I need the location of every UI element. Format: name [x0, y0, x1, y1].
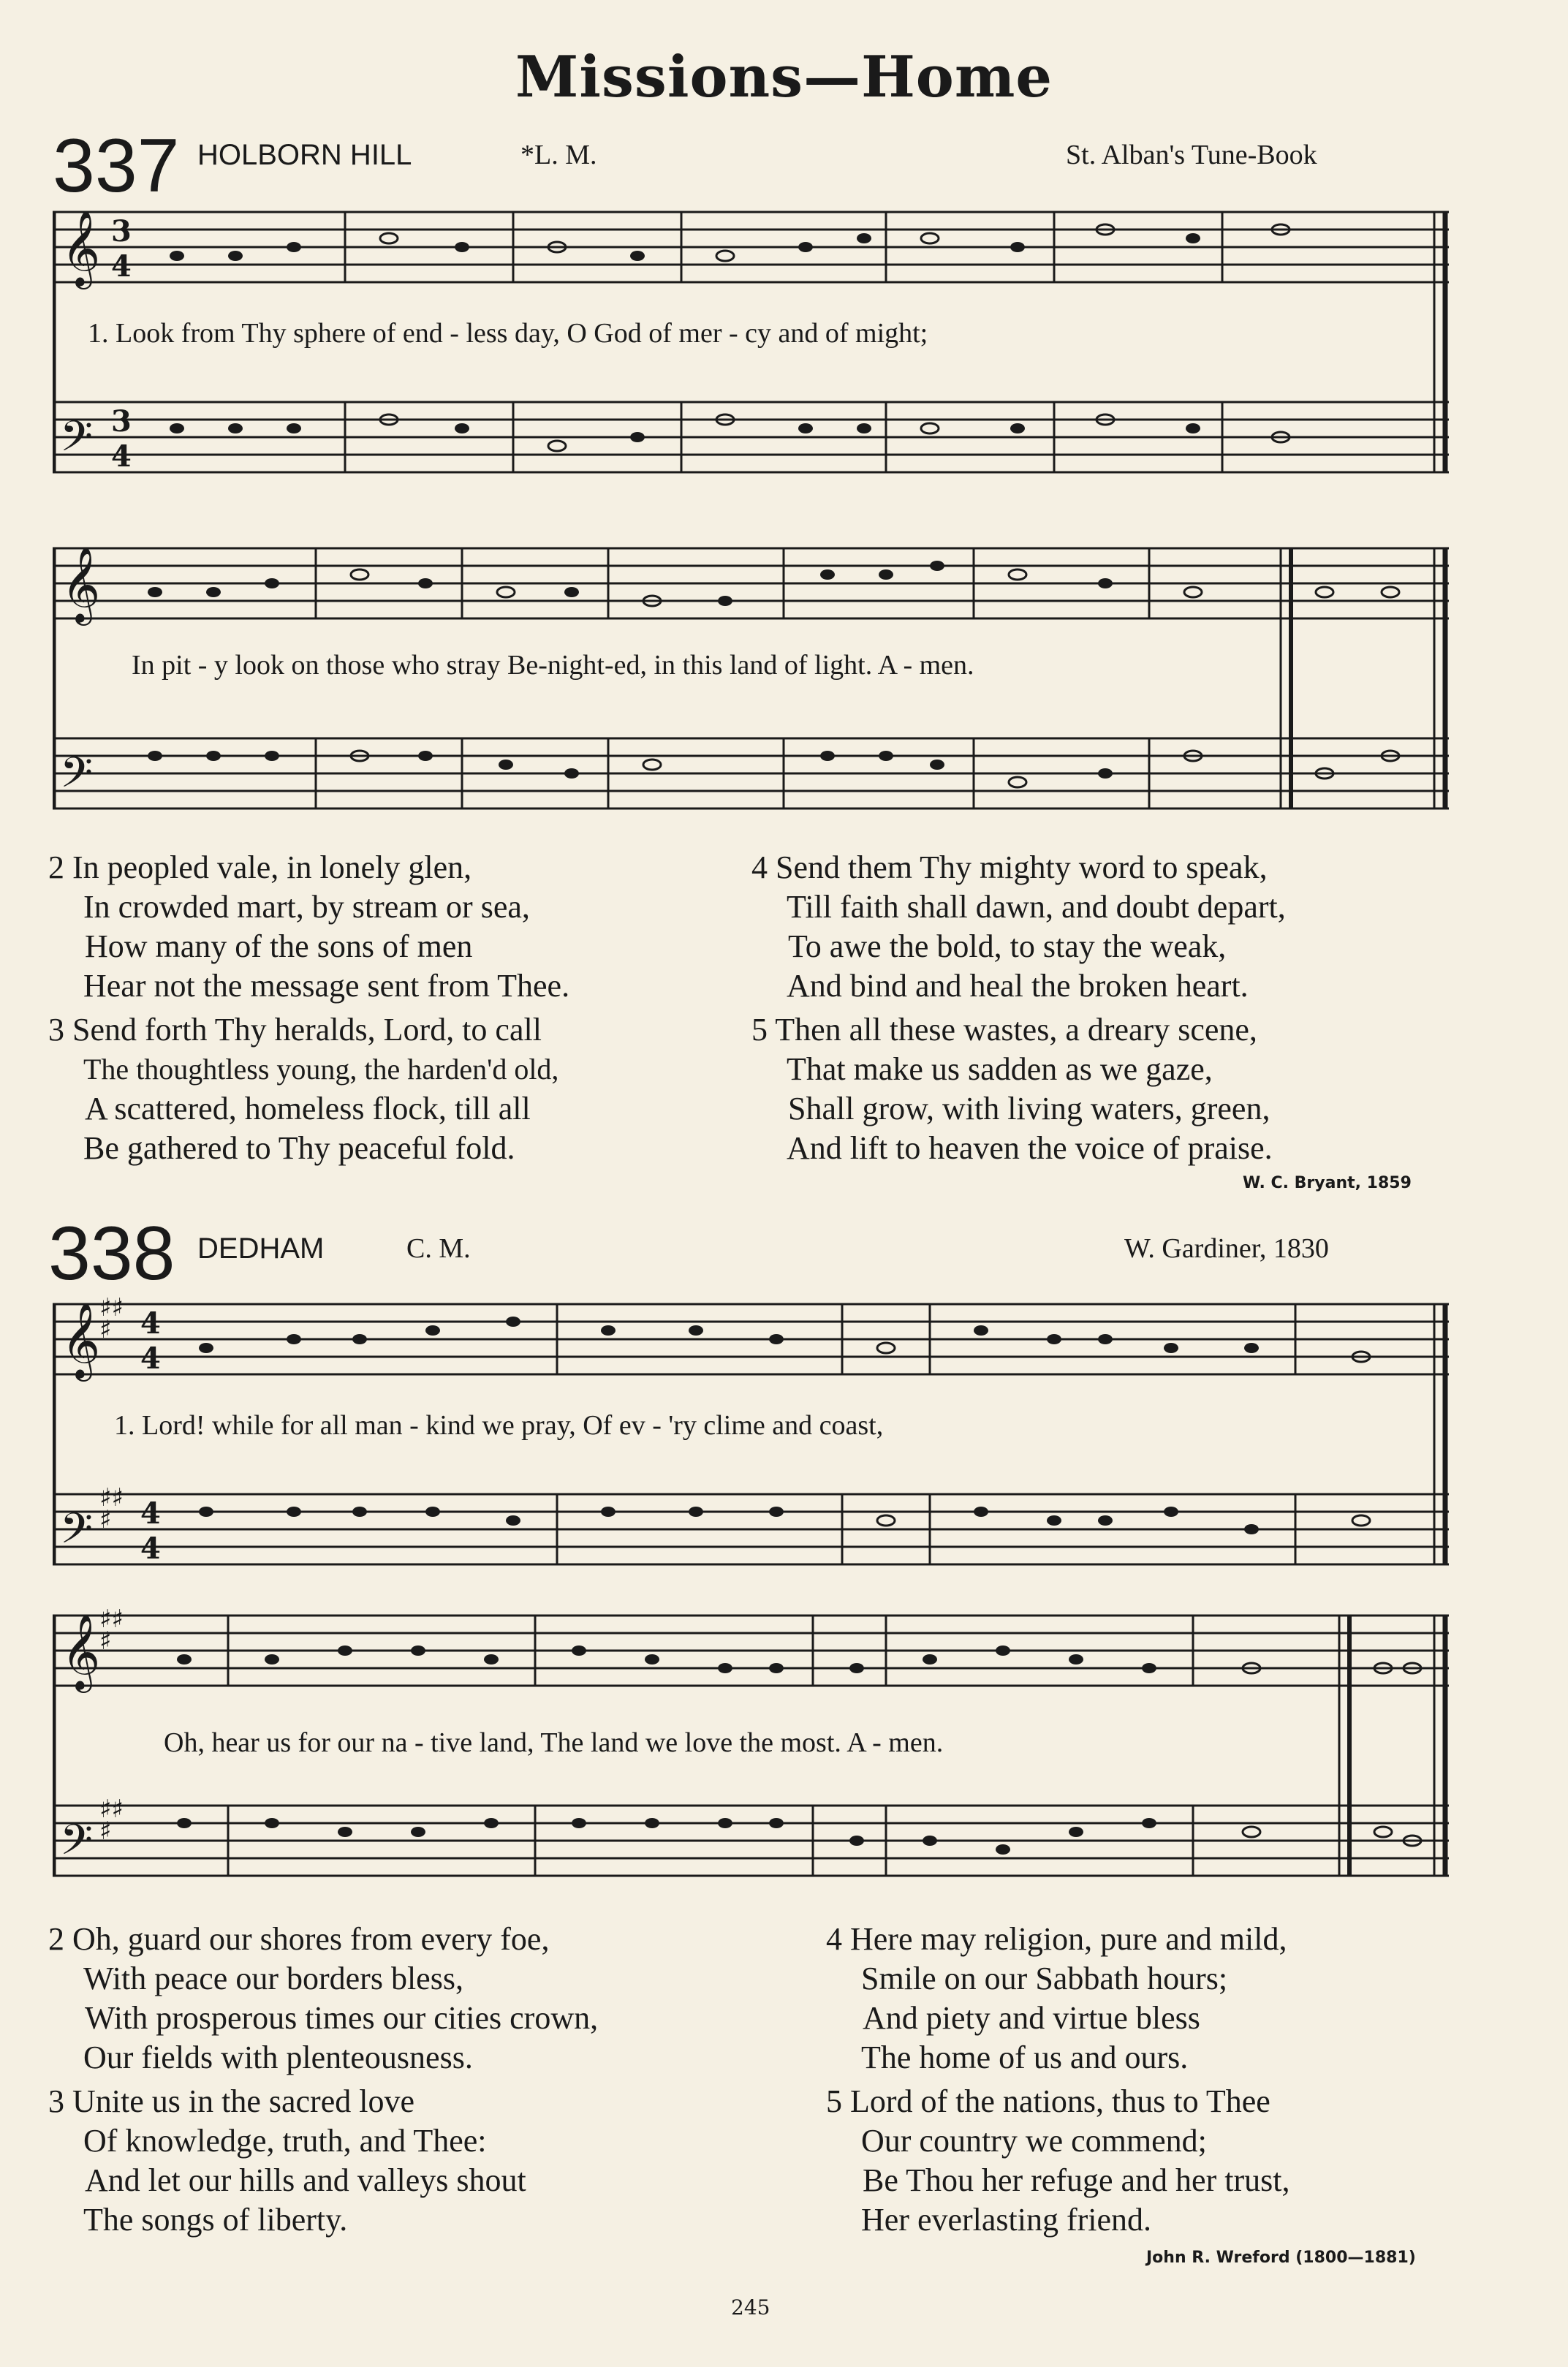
stanza-line: The songs of liberty. — [83, 2202, 348, 2238]
stanza-line: And bind and heal the broken heart. — [787, 968, 1249, 1004]
hymn-337-number: 337 — [53, 124, 180, 208]
stanza-line: 4 Here may religion, pure and mild, — [826, 1921, 1287, 1957]
stanza-line: With peace our borders bless, — [83, 1961, 463, 1996]
stanza-line: 3 Unite us in the sacred love — [48, 2083, 414, 2119]
hymn-338-lyric-line-1: 1. Lord! while for all man - kind we pray, Of ev - 'ry clime and coast, — [114, 1410, 884, 1441]
hymn-337-source: St. Alban's Tune-Book — [1066, 140, 1317, 170]
svg-text:𝄞: 𝄞 — [61, 210, 101, 287]
stanza-line: To awe the bold, to stay the weak, — [788, 928, 1227, 964]
hymn-338-lyric-line-2: Oh, hear us for our na - tive land, The land we love the most. A - men. — [164, 1727, 944, 1758]
stanza-line: And piety and virtue bless — [863, 2000, 1200, 2036]
hymn-338-author-credit: John R. Wreford (1800—1881) — [1146, 2249, 1416, 2267]
stanza-line: Till faith shall dawn, and doubt depart, — [787, 889, 1286, 925]
svg-text:𝄢: 𝄢 — [60, 412, 94, 471]
stanza-line: The home of us and ours. — [861, 2040, 1189, 2075]
stanza-line: The thoughtless young, the harden'd old, — [83, 1053, 559, 1086]
svg-text:𝄢: 𝄢 — [60, 1504, 94, 1564]
svg-text:4: 4 — [111, 249, 132, 284]
stanza-line: And let our hills and valleys shout — [85, 2162, 526, 2198]
stanza-line: Hear not the message sent from Thee. — [83, 968, 570, 1004]
hymn-338-stanzas-left — [48, 1920, 808, 2240]
svg-text:𝄞: 𝄞 — [61, 1613, 101, 1690]
svg-text:4: 4 — [140, 1531, 161, 1566]
stanza-line: How many of the sons of men — [85, 928, 473, 964]
stanza-line: Shall grow, with living waters, green, — [788, 1091, 1270, 1126]
stanza-line: 2 In peopled vale, in lonely glen, — [48, 849, 472, 885]
svg-text:4: 4 — [140, 1341, 161, 1376]
stanza-line: That make us sadden as we gaze, — [787, 1051, 1213, 1087]
svg-text:♯♯: ♯♯ — [99, 1483, 124, 1512]
hymn-338-number: 338 — [48, 1211, 175, 1296]
stanza-line: Be gathered to Thy peaceful fold. — [83, 1130, 515, 1166]
svg-text:♯♯: ♯♯ — [99, 1795, 124, 1824]
stanza-line: 2 Oh, guard our shores from every foe, — [48, 1921, 550, 1957]
svg-text:3: 3 — [111, 214, 132, 249]
stanza-line: Her everlasting friend. — [861, 2202, 1152, 2238]
stanza-line: Of knowledge, truth, and Thee: — [83, 2123, 487, 2159]
svg-text:𝄢: 𝄢 — [60, 748, 94, 808]
hymn-337-stanzas-right — [751, 848, 1468, 1168]
stanza-line: In crowded mart, by stream or sea, — [83, 889, 530, 925]
svg-text:4: 4 — [111, 439, 132, 474]
stanza-line: 3 Send forth Thy heralds, Lord, to call — [48, 1012, 542, 1048]
hymn-338-source: W. Gardiner, 1830 — [1124, 1233, 1329, 1264]
svg-text:4: 4 — [140, 1306, 161, 1341]
svg-text:𝄞: 𝄞 — [61, 1302, 101, 1379]
stanza-line: Our country we commend; — [861, 2123, 1207, 2159]
hymn-337-stanzas-left — [48, 848, 750, 1168]
stanza-line: Our fields with plenteousness. — [83, 2040, 473, 2075]
svg-text:𝄞: 𝄞 — [61, 546, 101, 623]
svg-text:♯: ♯ — [99, 1817, 112, 1846]
hymn-337-lyric-line-2: In pit - y look on those who stray Be-night-ed, in this land of light. A - men. — [132, 650, 974, 681]
page-number: 245 — [731, 2295, 770, 2319]
svg-text:♯: ♯ — [99, 1505, 112, 1534]
stanza-line: A scattered, homeless flock, till all — [85, 1091, 531, 1126]
page-title: Missions—Home — [515, 44, 1053, 110]
stanza-line: 5 Then all these wastes, a dreary scene, — [751, 1012, 1257, 1048]
svg-text:𝄢: 𝄢 — [60, 1815, 94, 1875]
stanza-line: 5 Lord of the nations, thus to Thee — [826, 2083, 1270, 2119]
hymn-337-meter: *L. M. — [520, 140, 597, 170]
svg-text:♯: ♯ — [99, 1315, 112, 1344]
svg-text:♯: ♯ — [99, 1626, 112, 1656]
hymn-337-lyric-line-1: 1. Look from Thy sphere of end - less day, O God of mer - cy and of might; — [88, 318, 928, 349]
hymn-337-author-credit: W. C. Bryant, 1859 — [1243, 1174, 1412, 1192]
svg-text:3: 3 — [111, 404, 132, 439]
stanza-line: Smile on our Sabbath hours; — [861, 1961, 1228, 1996]
stanza-line: Be Thou her refuge and her trust, — [863, 2162, 1290, 2198]
stanza-line: 4 Send them Thy mighty word to speak, — [751, 849, 1268, 885]
svg-text:♯♯: ♯♯ — [99, 1293, 124, 1322]
svg-text:♯♯: ♯♯ — [99, 1605, 124, 1634]
hymn-337-tune-name: HOLBORN HILL — [197, 139, 412, 171]
stanza-line: And lift to heaven the voice of praise. — [787, 1130, 1273, 1166]
svg-text:4: 4 — [140, 1496, 161, 1531]
hymn-338-tune-name: DEDHAM — [197, 1232, 325, 1265]
stanza-line: With prosperous times our cities crown, — [85, 2000, 599, 2036]
hymn-338-meter: C. M. — [406, 1233, 471, 1264]
hymn-338-stanzas-right — [826, 1920, 1484, 2240]
